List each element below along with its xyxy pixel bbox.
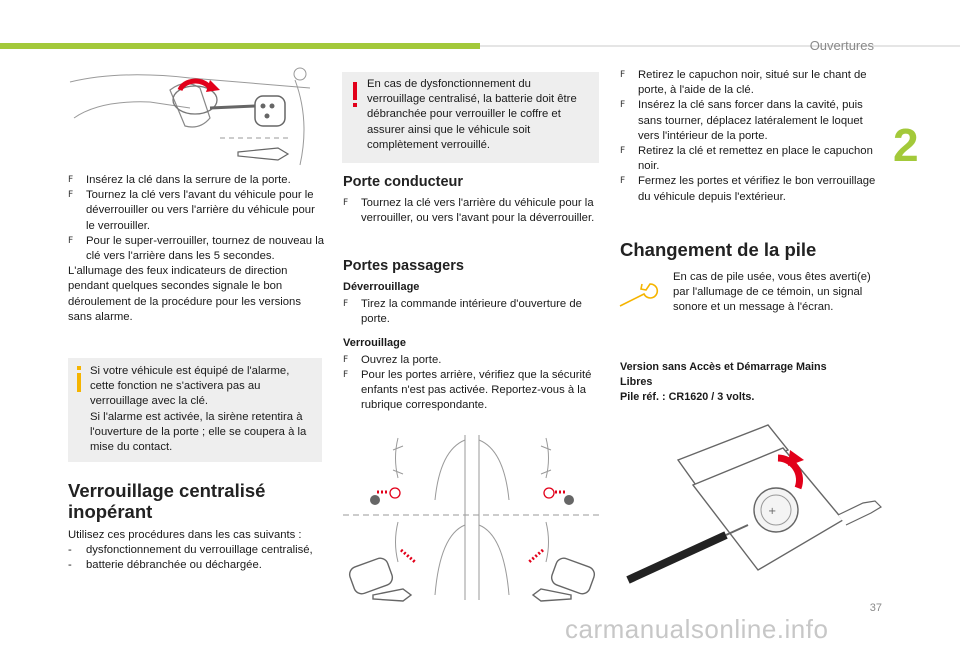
battery-spec (620, 360, 882, 406)
pile-note (673, 270, 883, 316)
step-check-lock: F Fermez les portes et vérifiez le bon verrouillage du véhicule depuis l'extérieur. (620, 174, 882, 204)
verrouillage-label: Verrouillage (343, 336, 406, 349)
section-title: Ouvertures (809, 38, 874, 53)
step-open-door: F Ouvrez la porte. (343, 353, 601, 368)
left-intro (68, 528, 324, 574)
heading-portes-passagers: Portes passagers (343, 258, 464, 274)
step-driver-door: F Tournez la clé vers l'arrière du véhicule pour la verrouiller, ou vers l'avant pour la déverrouiller. (343, 196, 601, 226)
heading-changement-pile: Changement de la pile (620, 239, 817, 260)
case-dysfunction: - dysfonctionnement du verrouillage centralisé, (68, 543, 324, 558)
watermark: carmanualsonline.info (565, 614, 829, 644)
wrench-icon (618, 282, 660, 310)
header-accent-bar (0, 43, 480, 49)
step-child-lock: F Pour les portes arrière, vérifiez que la sécurité enfants n'est pas activée. Reportez-vous à la rubrique correspondante. (343, 368, 601, 414)
svg-text:+: + (768, 506, 777, 517)
version-line-2: Libres (620, 376, 653, 389)
battery-replacement-illustration (618, 420, 883, 592)
alarm-info-text-2: Si l'alarme est activée, la sirène retentira à l'ouverture de la porte ; elle se coupera à la mise du contact. (90, 410, 307, 454)
heading-line-1: Verrouillage centralisé (68, 480, 266, 501)
step-remove-cap: F Retirez le capuchon noir, situé sur le chant de porte, à l'aide de la clé. (620, 68, 882, 98)
step-pull-handle: F Tirez la commande intérieure d'ouverture de porte. (343, 297, 601, 327)
intro-text: Utilisez ces procédures dans les cas suivants : (68, 529, 302, 541)
passagers-steps (343, 280, 601, 414)
deverrouillage-label: Déverrouillage (343, 281, 420, 293)
case-battery: - batterie débranchée ou déchargée. (68, 558, 324, 573)
chapter-number: 2 (893, 119, 919, 171)
step-super-lock: F Pour le super-verrouiller, tournez de nouveau la clé vers l'arrière dans les 5 secondes. (68, 234, 324, 264)
warning-text: En cas de dysfonctionnement du verrouillage centralisé, la batterie doit être débranchée pour verrouiller le coffre et assurer ainsi que le véhicule soit complètement verrouillé. (367, 78, 577, 151)
left-steps (68, 173, 324, 325)
version-line-1: Version sans Accès et Démarrage Mains (620, 361, 827, 373)
pile-warning-text: En cas de pile usée, vous êtes averti(e) par l'allumage de ce témoin, un signal sonore et un message à l'écran. (673, 271, 871, 314)
alarm-info-box (68, 358, 322, 462)
heading-line-2: inopérant (68, 501, 153, 522)
indicator-note: L'allumage des feux indicateurs de direction pendant quelques secondes signale le bon déroulement de la procédure pour les versions sans alarme. (68, 265, 301, 323)
battery-reference: Pile réf. : CR1620 / 3 volts. (620, 391, 755, 404)
conducteur-steps (343, 196, 601, 226)
warning-box (342, 72, 599, 163)
key-in-lock-illustration (60, 60, 325, 168)
header-rule (480, 45, 960, 47)
heading-verrouillage-inoperant (68, 480, 324, 522)
right-steps (620, 68, 882, 205)
info-icon (74, 366, 84, 392)
step-insert-cavity: F Insérez la clé sans forcer dans la cavité, puis sans tourner, déplacez latéralement le loquet vers l'intérieur de la porte. (620, 98, 882, 144)
door-lock-illustration (343, 430, 601, 610)
alarm-info-text-1: Si votre véhicule est équipé de l'alarme, cette fonction ne s'activera pas au verrouillage avec la clé. (90, 365, 290, 408)
warning-icon (350, 82, 360, 108)
heading-porte-conducteur: Porte conducteur (343, 174, 464, 190)
page-number: 37 (869, 602, 882, 614)
step-insert-key: F Insérez la clé dans la serrure de la porte. (68, 173, 324, 188)
step-replace-cap: F Retirez la clé et remettez en place le capuchon noir. (620, 144, 882, 174)
step-turn-key: F Tournez la clé vers l'avant du véhicule pour le déverrouiller ou vers l'arrière du véhicule pour le verrouiller. (68, 188, 324, 234)
